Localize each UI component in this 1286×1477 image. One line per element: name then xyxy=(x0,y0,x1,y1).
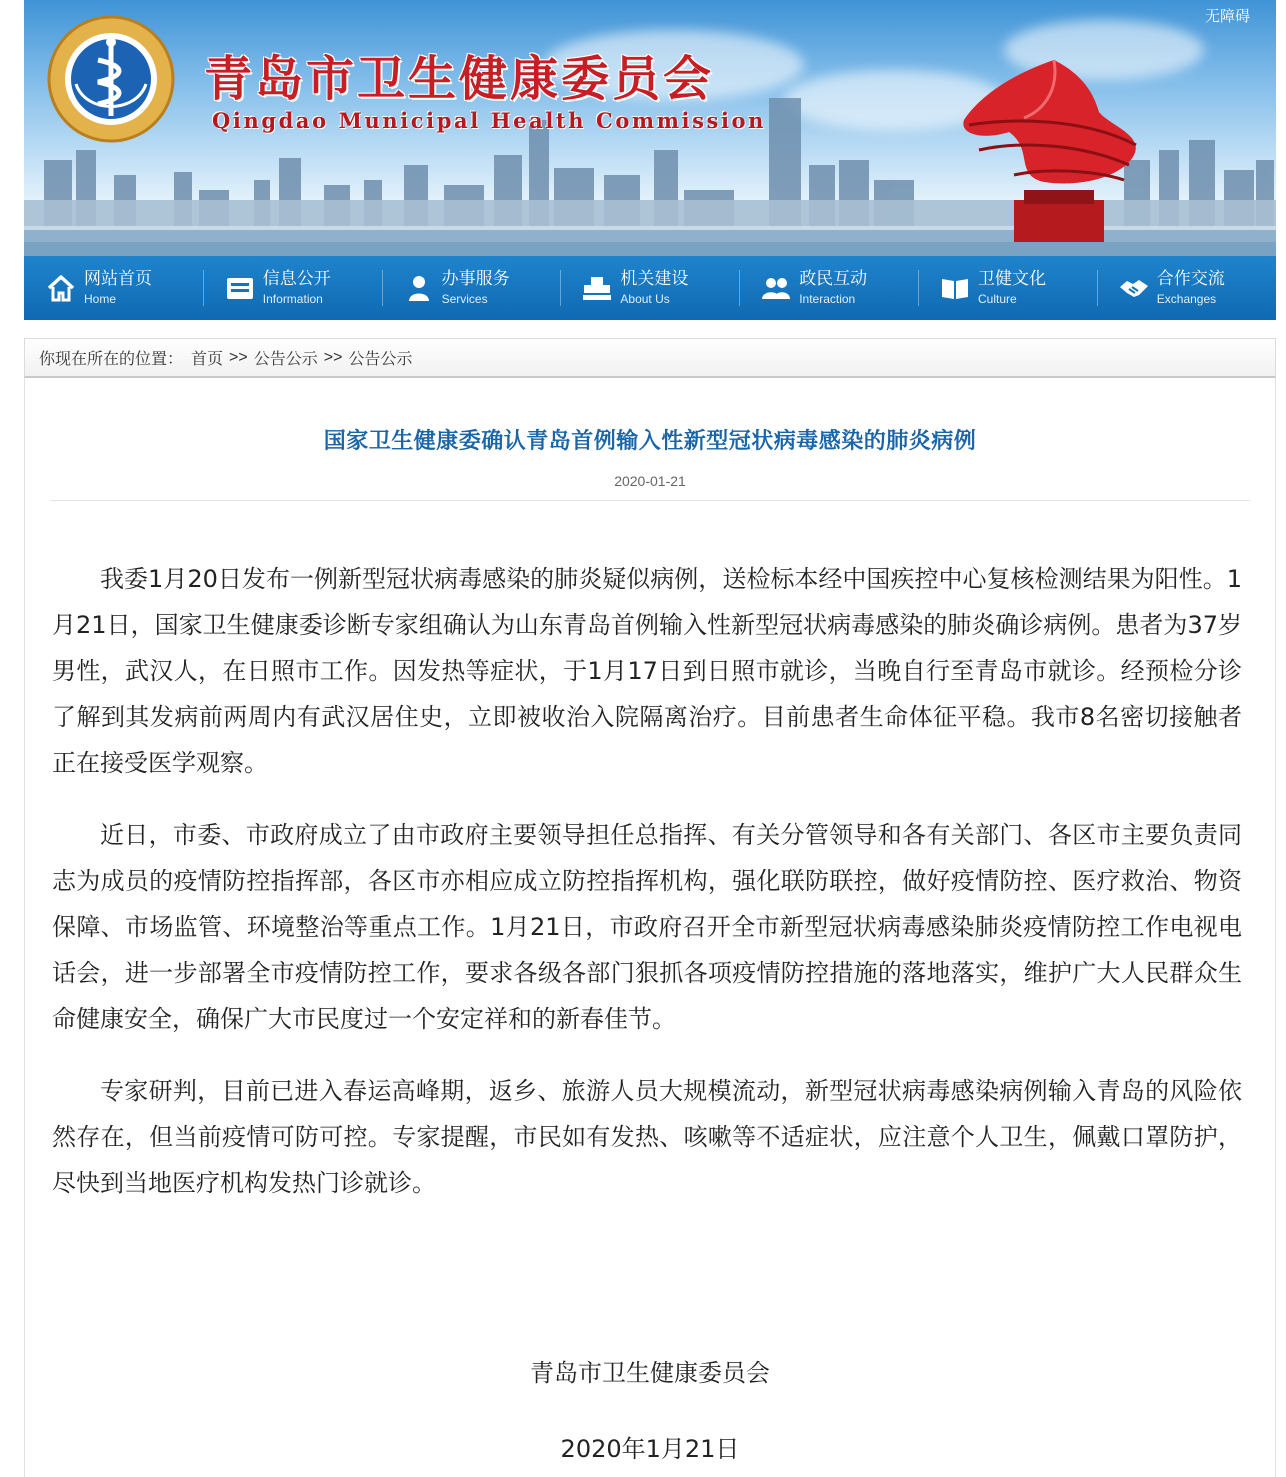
nav-label-english: Culture xyxy=(977,292,1017,306)
nav-label: 政民互动 xyxy=(799,269,868,289)
list-icon xyxy=(225,273,255,303)
handshake-icon xyxy=(1119,273,1149,303)
nav-label: 合作交流 xyxy=(1156,269,1225,289)
nav-item-culture[interactable] xyxy=(918,256,1097,320)
nav-label: 网站首页 xyxy=(84,269,152,289)
breadcrumb-link-notices-current[interactable]: 公告公示 xyxy=(348,349,413,368)
site-title: 青岛市卫生健康委员会 xyxy=(204,51,715,107)
commission-logo-emblem xyxy=(46,14,176,144)
breadcrumb xyxy=(24,338,1276,378)
breadcrumb-separator: >> xyxy=(229,348,248,366)
article-title: 国家卫生健康委确认青岛首例输入性新型冠状病毒感染的肺炎病例 xyxy=(323,429,977,454)
building-icon xyxy=(582,273,612,303)
breadcrumb-link-notices[interactable]: 公告公示 xyxy=(253,349,318,368)
nav-item-information[interactable] xyxy=(203,256,382,320)
article-signature: 青岛市卫生健康委员会 xyxy=(530,1359,770,1387)
nav-item-interaction[interactable] xyxy=(739,256,918,320)
nav-item-about-us[interactable] xyxy=(560,256,739,320)
nav-label-english: Services xyxy=(441,292,488,306)
article-date: 2020-01-21 xyxy=(614,473,686,489)
article xyxy=(24,378,1276,1477)
nav-label-english: Exchanges xyxy=(1156,292,1217,306)
nav-label-english: Information xyxy=(262,292,323,306)
home-icon xyxy=(46,273,76,303)
article-signature-date: 2020年1月21日 xyxy=(560,1435,740,1463)
nav-label: 机关建设 xyxy=(620,269,689,289)
article-body xyxy=(52,556,1242,1232)
article-paragraph: 我委1月20日发布一例新型冠状病毒感染的肺炎疑似病例，送检标本经中国疾控中心复核检测结果为阳性。1月21日，国家卫生健康委诊断专家组确认为山东青岛首例输入性新型冠状病毒感染的肺炎确诊病例。患者为37岁男性，武汉人，在日照市工作。因发热等症状，于1月17日到日照市就诊，当晚自行至青岛市就诊。经预检分诊了解到其发病前两周内有武汉居住史，立即被收治入院隔离治疗。目前患者生命体征平稳。我市8名密切接触者正在接受医学观察。 xyxy=(52,565,1242,777)
people-icon xyxy=(761,273,791,303)
breadcrumb-separator: >> xyxy=(323,348,343,366)
title-divider xyxy=(50,500,1250,501)
nav-label-english: About Us xyxy=(620,292,670,306)
book-icon xyxy=(940,273,970,303)
nav-item-services[interactable] xyxy=(382,256,561,320)
nav-label: 办事服务 xyxy=(441,269,510,289)
breadcrumb-prefix: 你现在所在的位置： xyxy=(39,349,184,368)
main-navigation xyxy=(24,256,1276,320)
nav-label-english: Interaction xyxy=(799,292,856,306)
nav-label-english: Home xyxy=(84,292,117,306)
site-title-english: Qingdao Municipal Health Commission xyxy=(212,108,767,133)
article-paragraph: 专家研判，目前已进入春运高峰期，返乡、旅游人员大规模流动，新型冠状病毒感染病例输入青岛的风险依然存在，但当前疫情可防可控。专家提醒，市民如有发热、咳嗽等不适症状，应注意个人卫生，佩戴口罩防护，尽快到当地医疗机构发热门诊就诊。 xyxy=(52,1077,1242,1197)
person-icon xyxy=(404,273,434,303)
header-banner xyxy=(24,0,1276,256)
nav-item-exchanges[interactable] xyxy=(1097,256,1276,320)
accessibility-link[interactable]: 无障碍 xyxy=(1204,8,1250,25)
article-paragraph: 近日，市委、市政府成立了由市政府主要领导担任总指挥、有关分管领导和各有关部门、各区市主要负责同志为成员的疫情防控指挥部，各区市亦相应成立防控指挥机构，强化联防联控，做好疫情防控、医疗救治、物资保障、市场监管、环境整治等重点工作。1月21日，市政府召开全市新型冠状病毒感染肺炎疫情防控工作电视电话会，进一步部署全市疫情防控工作，要求各级各部门狠抓各项疫情防控措施的落地落实，维护广大人民群众生命健康安全，确保广大市民度过一个安定祥和的新春佳节。 xyxy=(52,821,1242,1033)
nav-label: 信息公开 xyxy=(262,269,331,289)
nav-item-home[interactable] xyxy=(24,256,203,320)
nav-label: 卫健文化 xyxy=(977,269,1046,289)
breadcrumb-link-home[interactable]: 首页 xyxy=(191,349,224,368)
